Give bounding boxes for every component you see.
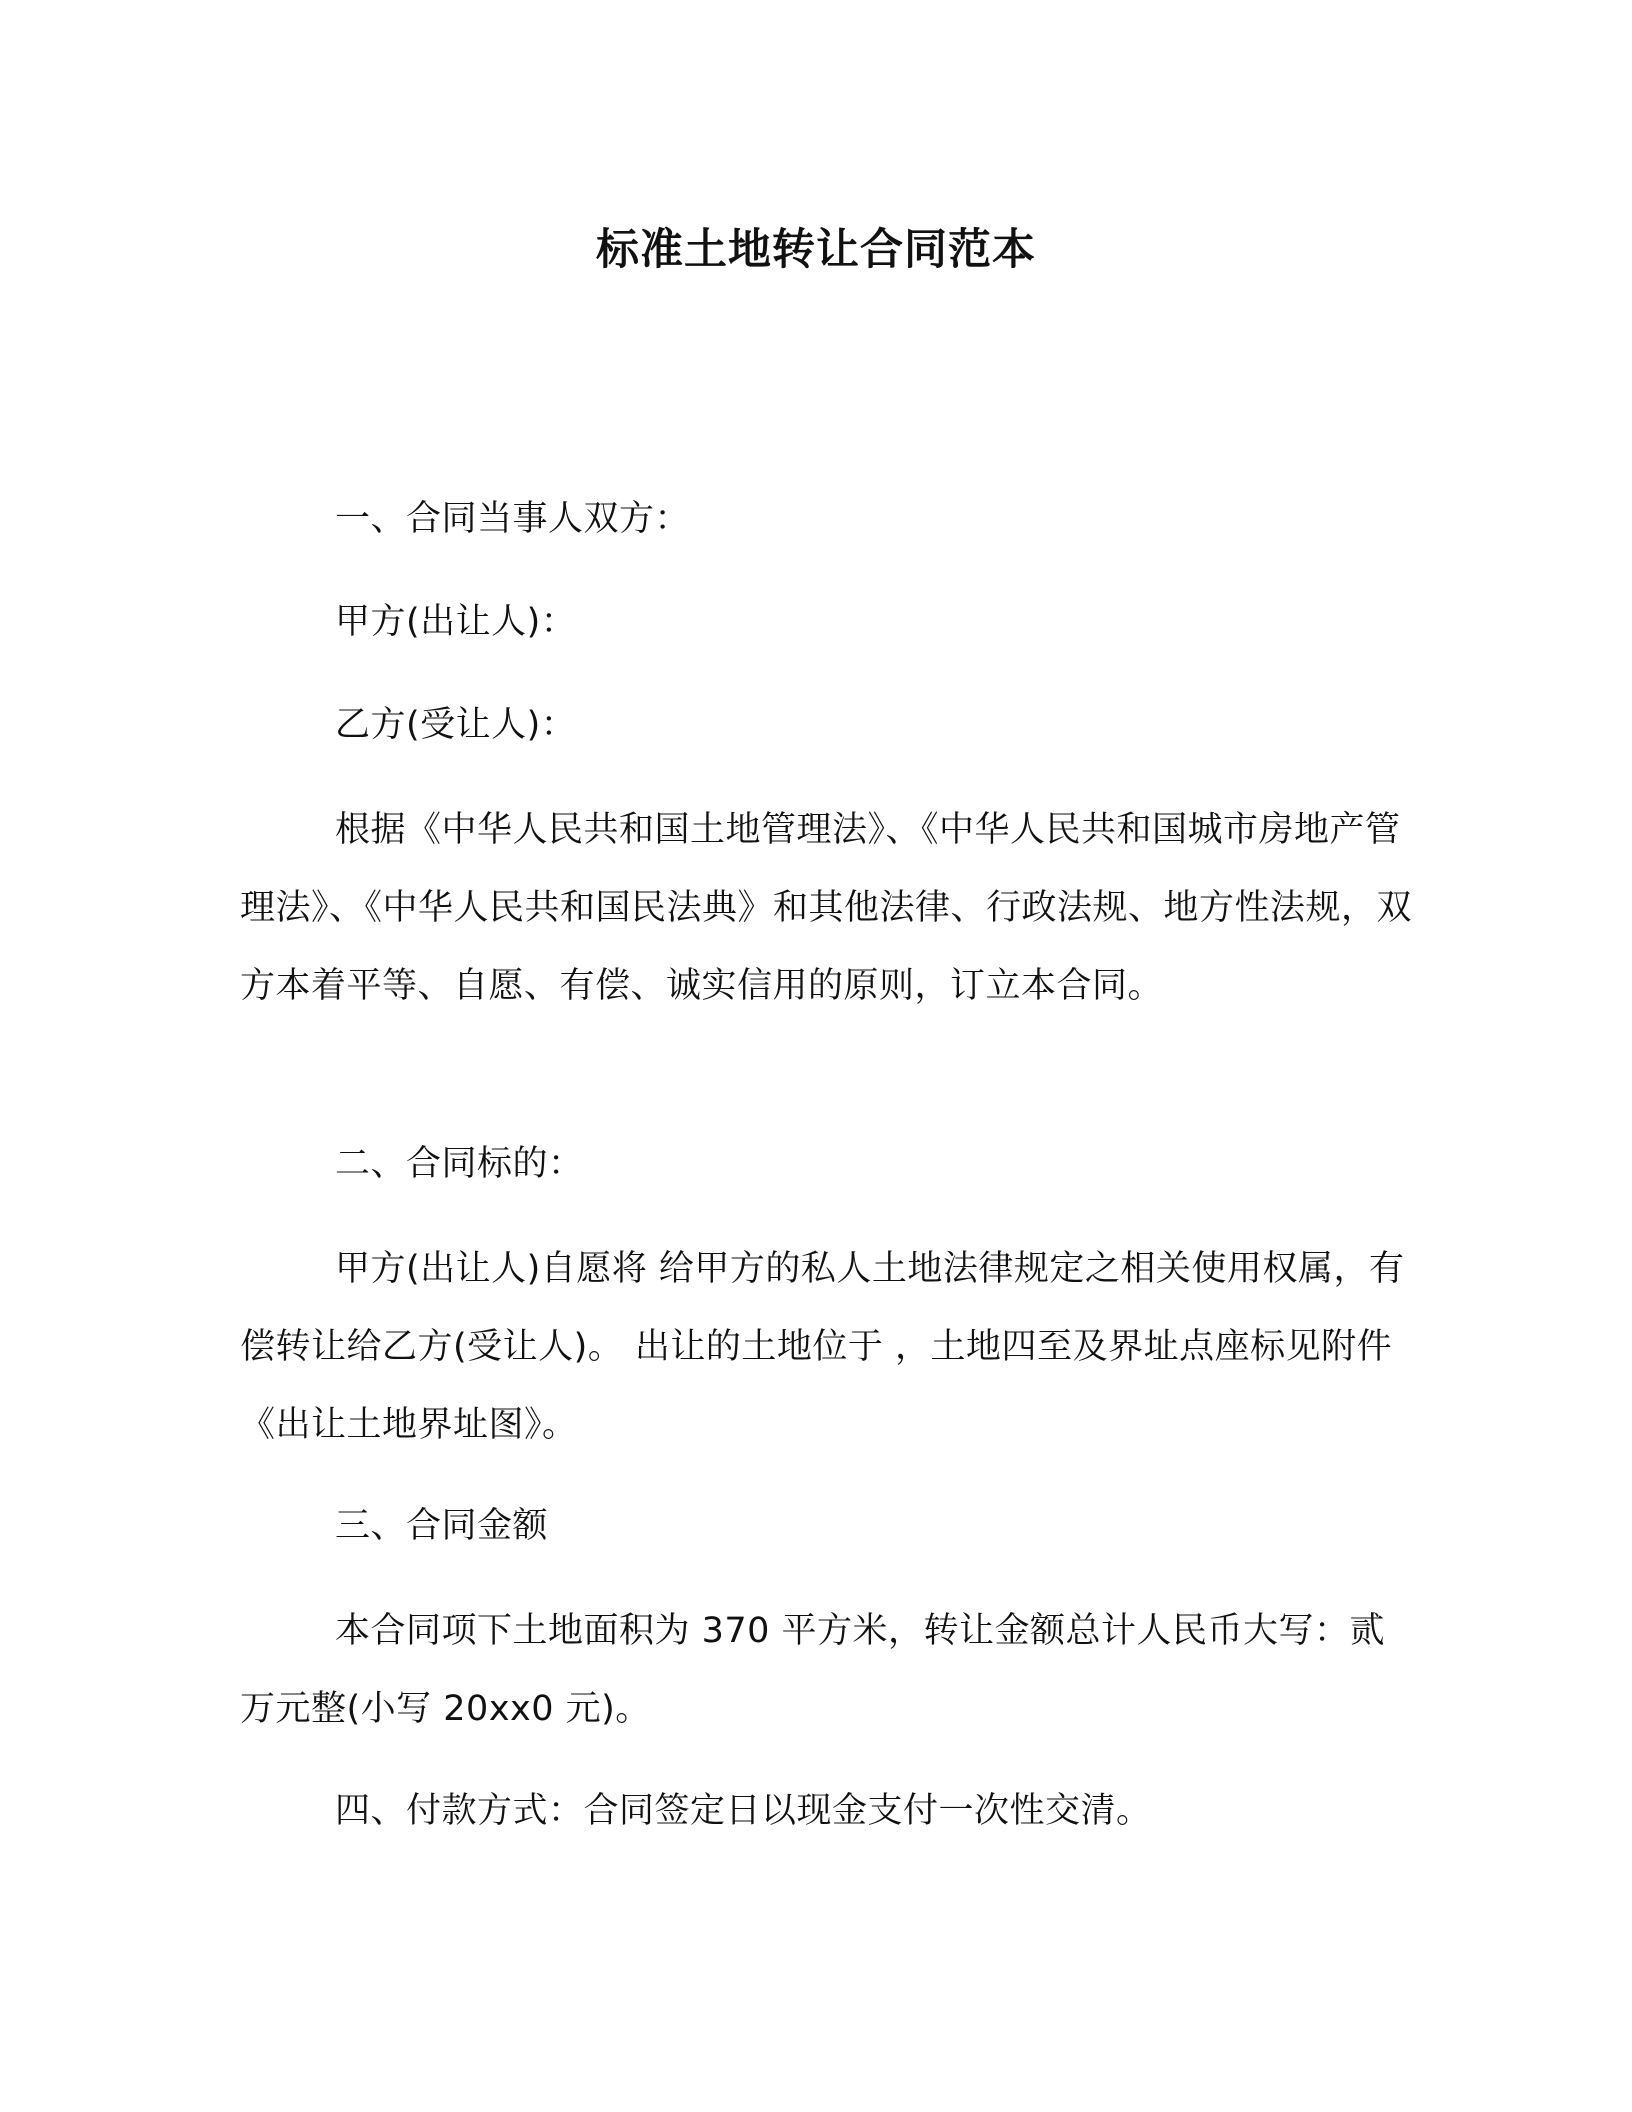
party-a-line: 甲方(出让人)： bbox=[335, 602, 577, 642]
amount-paragraph: 本合同项下土地面积为 370 平方米，转让金额总计人民币大写：贰万元整(小写 20xx0 元)。 bbox=[240, 1611, 1386, 1729]
section-1-heading: 一、合同当事人双方： bbox=[335, 499, 691, 539]
section-2-heading: 二、合同标的： bbox=[335, 1144, 584, 1184]
basis-paragraph: 根据《中华人民共和国土地管理法》、《中华人民共和国城市房地产管理法》、《中华人民共和国民法典》和其他法律、行政法规、地方性法规，双方本着平等、自愿、有偿、诚实信用的原则，订立本合同。 bbox=[240, 810, 1413, 1006]
party-b-line: 乙方(受让人)： bbox=[335, 705, 577, 745]
section-3-heading: 三、合同金额 bbox=[335, 1506, 549, 1546]
subject-paragraph: 甲方(出让人)自愿将 给甲方的私人土地法律规定之相关使用权属，有偿转让给乙方(受让人)。 出让的土地位于 ，土地四至及界址点座标见附件《出让土地界址图》。 bbox=[240, 1249, 1405, 1445]
document-title: 标准土地转让合同范本 bbox=[596, 225, 1036, 275]
section-4-payment: 四、付款方式：合同签定日以现金支付一次性交清。 bbox=[335, 1791, 1152, 1831]
